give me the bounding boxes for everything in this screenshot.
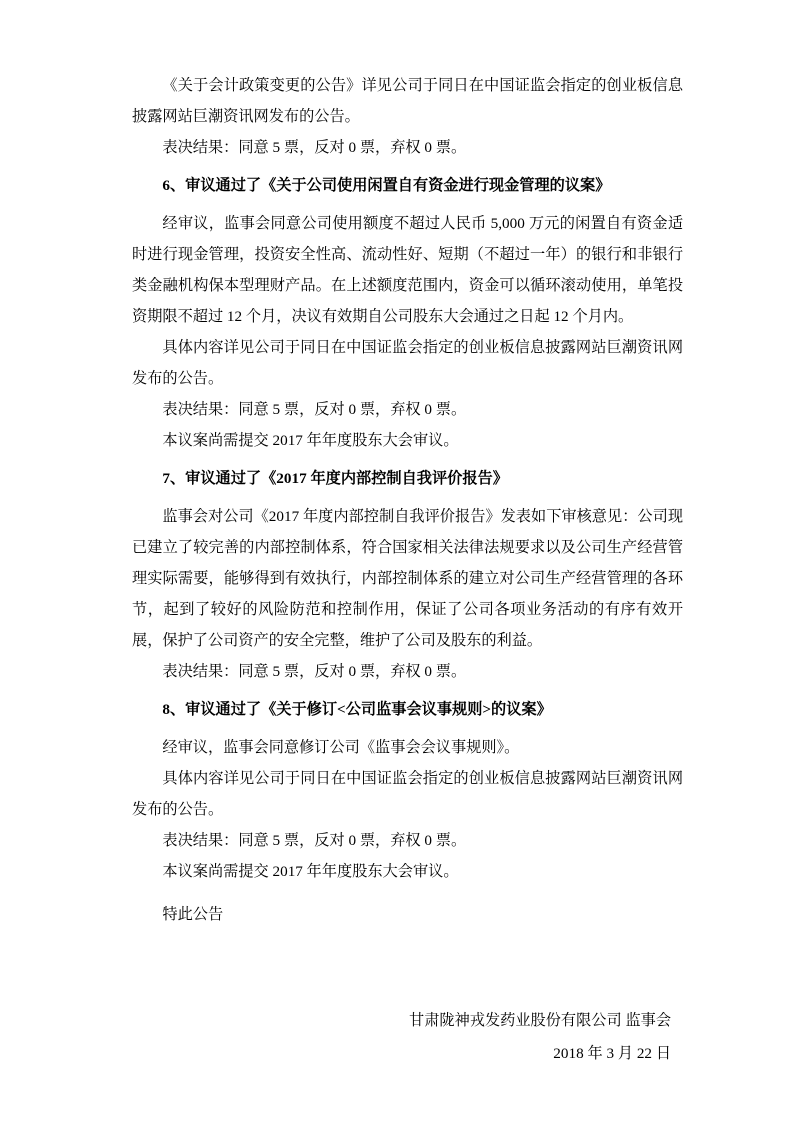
paragraph: 具体内容详见公司于同日在中国证监会指定的创业板信息披露网站巨潮资讯网发布的公告。: [132, 770, 683, 818]
paragraph: 《关于会计政策变更的公告》详见公司于同日在中国证监会指定的创业板信息披露网站巨潮资讯网发布的公告。: [132, 77, 683, 125]
signature-block: [132, 1004, 683, 1070]
document-body: [132, 70, 683, 1070]
vote-result: 表决结果：同意 5 票，反对 0 票，弃权 0 票。: [162, 139, 467, 156]
submission-note: 本议案尚需提交 2017 年年度股东大会审议。: [162, 432, 459, 449]
section-heading-6: 6、审议通过了《关于公司使用闲置自有资金进行现金管理的议案》: [162, 177, 611, 194]
paragraph: 具体内容详见公司于同日在中国证监会指定的创业板信息披露网站巨潮资讯网发布的公告。: [132, 339, 683, 387]
signature-date: 2018 年 3 月 22 日: [553, 1045, 671, 1062]
vote-result: 表决结果：同意 5 票，反对 0 票，弃权 0 票。: [162, 832, 467, 849]
vote-result: 表决结果：同意 5 票，反对 0 票，弃权 0 票。: [162, 663, 467, 680]
section-heading-8: 8、审议通过了《关于修订<公司监事会议事规则>的议案》: [162, 701, 552, 718]
vote-result: 表决结果：同意 5 票，反对 0 票，弃权 0 票。: [162, 401, 467, 418]
paragraph: 经审议，监事会同意公司使用额度不超过人民币 5,000 万元的闲置自有资金适时进行现金管理，投资安全性高、流动性好、短期（不超过一年）的银行和非银行类金融机构保本型理财产品。在上述额度范围内，资金可以循环滚动使用，单笔投资期限不超过 12 个月，决议有效期自公司股东大会通过之日起 12 个月内。: [132, 215, 683, 325]
submission-note: 本议案尚需提交 2017 年年度股东大会审议。: [162, 863, 459, 880]
paragraph: 监事会对公司《2017 年度内部控制自我评价报告》发表如下审核意见：公司现已建立了较完善的内部控制体系，符合国家相关法律法规要求以及公司生产经营管理实际需要，能够得到有效执行，内部控制体系的建立对公司生产经营管理的各环节，起到了较好的风险防范和控制作用，保证了公司各项业务活动的有序有效开展，保护了公司资产的安全完整，维护了公司及股东的利益。: [132, 508, 683, 649]
paragraph: 经审议，监事会同意修订公司《监事会会议事规则》。: [162, 739, 520, 756]
signature-company: 甘肃陇神戎发药业股份有限公司 监事会: [409, 1012, 671, 1029]
closing-statement: 特此公告: [162, 906, 224, 923]
section-heading-7: 7、审议通过了《2017 年度内部控制自我评价报告》: [162, 470, 508, 487]
